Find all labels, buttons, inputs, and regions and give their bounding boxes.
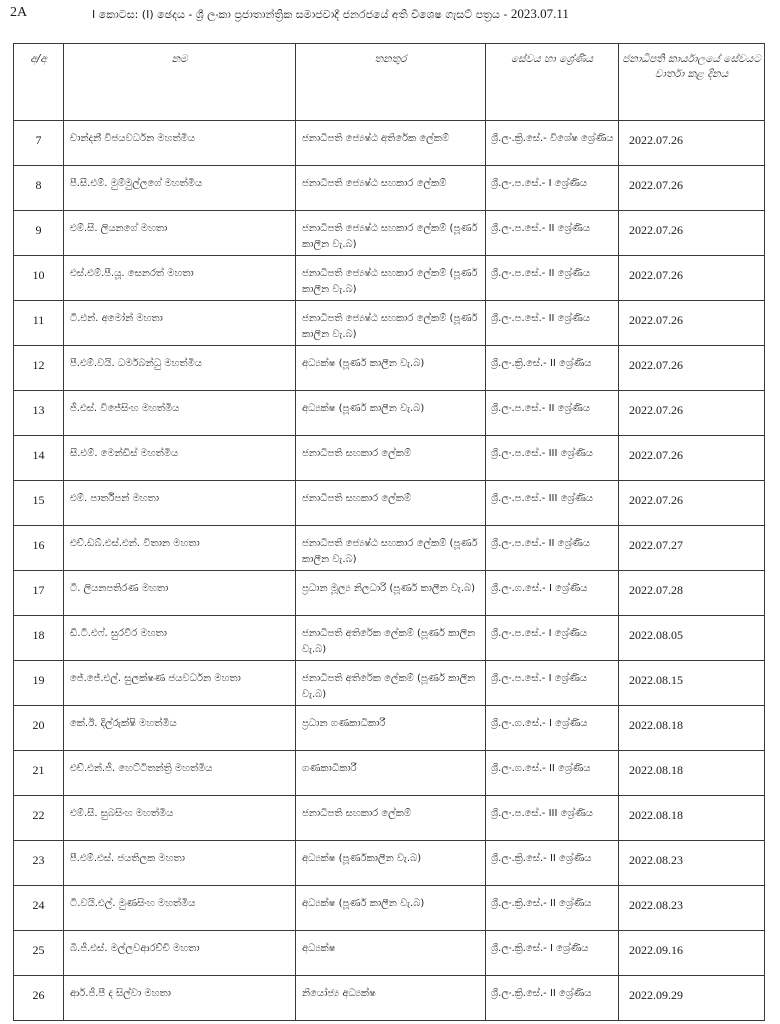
row-number-cell — [14, 121, 64, 166]
officer-name-cell — [64, 751, 296, 796]
row-number-cell — [14, 166, 64, 211]
table-row — [14, 256, 765, 301]
service-grade: ශ්‍රී.ලං.ප.සේ.- III ශ්‍රේණිය — [491, 808, 593, 819]
post-title: නියෝජ්‍ය අධ්‍යක්ෂ — [302, 988, 376, 999]
officer-name: චාන්දනී විජයවර්ධන මහත්මිය — [70, 133, 195, 144]
reported-date: 2022.08.23 — [629, 853, 683, 867]
service-grade-cell — [486, 931, 619, 976]
table-row — [14, 481, 765, 526]
table-row — [14, 616, 765, 661]
reported-date-cell — [619, 751, 765, 796]
post-title-cell — [296, 616, 486, 661]
row-number: 22 — [32, 808, 45, 822]
officer-name-cell — [64, 886, 296, 931]
officer-name-cell — [64, 301, 296, 346]
row-number-cell — [14, 481, 64, 526]
officer-name-cell — [64, 346, 296, 391]
officer-name-cell — [64, 166, 296, 211]
post-title-cell — [296, 526, 486, 571]
officer-name: එම්. පාර්තිපන් මහතා — [70, 493, 160, 504]
column-header-service-grade: සේවය හා ශ්‍රේණිය — [486, 44, 619, 121]
gazette-header — [92, 6, 752, 22]
officer-name-cell — [64, 121, 296, 166]
post-title: අධ්‍යක්ෂ (පූර්ණ කාලීන වැ.බ) — [302, 403, 425, 414]
post-title: ජනාධිපති ජ්‍යෙෂ්ඨ සහකාර ලේකම් (පූර්ණ කාලීන වැ.බ) — [302, 313, 478, 340]
table-row — [14, 211, 765, 256]
post-title: අධ්‍යක්ෂ (පූර්ණ කාලීන වැ.බ) — [302, 898, 425, 909]
row-number-cell — [14, 886, 64, 931]
officer-name: එස්.එම්.පී.යූ. සෙනරත් මහතා — [70, 268, 194, 279]
officer-name-cell — [64, 796, 296, 841]
table-row — [14, 346, 765, 391]
service-grade-cell — [486, 391, 619, 436]
officer-name-cell — [64, 526, 296, 571]
post-title-cell — [296, 301, 486, 346]
reported-date: 2022.09.16 — [629, 943, 683, 957]
table-row — [14, 796, 765, 841]
reported-date-cell — [619, 976, 765, 1021]
reported-date: 2022.07.26 — [629, 358, 683, 372]
service-grade-cell — [486, 211, 619, 256]
post-title: ජනාධිපති සහකාර ලේකම් — [302, 808, 412, 819]
reported-date: 2022.08.18 — [629, 808, 683, 822]
row-number-cell — [14, 931, 64, 976]
post-title-cell — [296, 751, 486, 796]
row-number-cell — [14, 436, 64, 481]
reported-date: 2022.07.27 — [629, 538, 683, 552]
service-grade: ශ්‍රී.ලං.ක්‍රි.සේ.- II ශ්‍රේණිය — [491, 358, 592, 369]
service-grade: ශ්‍රී.ලං.ප.සේ.- II ශ්‍රේණිය — [491, 538, 591, 549]
post-title-cell — [296, 931, 486, 976]
service-grade: ශ්‍රී.ලං.ක්‍රි.සේ.- විශේෂ ශ්‍රේණිය — [491, 133, 614, 144]
officer-name: බී.ජී.එස්. මල්ලවආරච්චි මහතා — [70, 943, 200, 954]
officer-name: ආර්.ජී.පී ද සිල්වා මහතා — [70, 988, 171, 999]
table-row — [14, 751, 765, 796]
post-title-cell — [296, 481, 486, 526]
post-title-cell — [296, 796, 486, 841]
table-row — [14, 886, 765, 931]
reported-date: 2022.07.26 — [629, 223, 683, 237]
officer-name: එච්.ඩබ්.එස්.එන්. විතාන මහතා — [70, 538, 200, 549]
service-grade-cell — [486, 436, 619, 481]
reported-date-cell — [619, 346, 765, 391]
row-number-cell — [14, 616, 64, 661]
reported-date-cell — [619, 661, 765, 706]
table-row — [14, 436, 765, 481]
officer-name-cell — [64, 616, 296, 661]
post-title: ජනාධිපති සහකාර ලේකම් — [302, 493, 412, 504]
service-grade-cell — [486, 301, 619, 346]
row-number: 13 — [32, 403, 45, 417]
service-grade: ශ්‍රී.ලං.ප.සේ.- III ශ්‍රේණිය — [491, 493, 593, 504]
officer-name: පී.එම්.එස්. ජයතිලක මහතා — [70, 853, 185, 864]
row-number: 24 — [32, 898, 45, 912]
service-grade: ශ්‍රී.ලං.ක්‍රි.සේ.- I ශ්‍රේණිය — [491, 943, 589, 954]
row-number-cell — [14, 301, 64, 346]
row-number: 15 — [32, 493, 45, 507]
service-grade-cell — [486, 256, 619, 301]
post-title-cell — [296, 976, 486, 1021]
post-title: ජනාධිපති ජ්‍යෙෂ්ඨ සහකාර ලේකම් (පූර්ණ කාලීන වැ.බ) — [302, 538, 478, 565]
post-title: ජනාධිපති සහකාර ලේකම් — [302, 448, 412, 459]
post-title: ජනාධිපති ජ්‍යෙෂ්ඨ අතිරේක ලේකම් — [302, 133, 450, 144]
officer-name-cell — [64, 976, 296, 1021]
row-number-cell — [14, 976, 64, 1021]
column-header-number: අ/අ — [14, 44, 64, 121]
post-title-cell — [296, 121, 486, 166]
service-grade: ශ්‍රී.ලං.ග.සේ.- II ශ්‍රේණිය — [491, 763, 591, 774]
reported-date: 2022.08.18 — [629, 763, 683, 777]
service-grade: ශ්‍රී.ලං.ප.සේ.- III ශ්‍රේණිය — [491, 448, 593, 459]
table-row — [14, 121, 765, 166]
officer-name: කේ.ඊ. දිල්රුක්ෂි මහත්මිය — [70, 718, 177, 729]
reported-date: 2022.07.26 — [629, 313, 683, 327]
post-title: ප්‍රධාන ගණකාධිකාරී — [302, 718, 386, 729]
officer-name: සී.එම්. මෙන්ඩිස් මහත්මිය — [70, 448, 179, 459]
service-grade-cell — [486, 886, 619, 931]
post-title-cell — [296, 211, 486, 256]
post-title: අධ්‍යක්ෂ (පූර්ණ කාලීන වැ.බ) — [302, 358, 425, 369]
officer-name: ටී.වයි.එල්. මුණසිංහ මහත්මිය — [70, 898, 196, 909]
post-title-cell — [296, 391, 486, 436]
officers-table — [13, 43, 765, 1021]
table-row — [14, 976, 765, 1021]
row-number-cell — [14, 571, 64, 616]
post-title: අධ්‍යක්ෂ (පූර්ණකාලීන වැ.බ) — [302, 853, 422, 864]
reported-date: 2022.07.26 — [629, 448, 683, 462]
row-number-cell — [14, 796, 64, 841]
row-number: 11 — [32, 313, 45, 327]
service-grade: ශ්‍රී.ලං.ප.සේ.- II ශ්‍රේණිය — [491, 403, 591, 414]
post-title-cell — [296, 346, 486, 391]
service-grade: ශ්‍රී.ලං.ක්‍රි.සේ.- II ශ්‍රේණිය — [491, 988, 592, 999]
table-row — [14, 841, 765, 886]
officer-name: එම්.සී. සුබසිංහ මහත්මිය — [70, 808, 174, 819]
gazette-date: 2023.07.11 — [510, 6, 569, 21]
post-title: ප්‍රධාන මූල්‍ය නිලධාරි (පූර්ණ කාලීන වැ.බ) — [302, 583, 476, 594]
reported-date: 2022.09.29 — [629, 988, 683, 1002]
reported-date: 2022.08.05 — [629, 628, 683, 642]
service-grade-cell — [486, 481, 619, 526]
officer-name-cell — [64, 211, 296, 256]
post-title-cell — [296, 886, 486, 931]
reported-date-cell — [619, 841, 765, 886]
row-number: 19 — [32, 673, 45, 687]
service-grade-cell — [486, 751, 619, 796]
row-number: 26 — [32, 988, 45, 1002]
officer-name-cell — [64, 571, 296, 616]
reported-date-cell — [619, 121, 765, 166]
post-title-cell — [296, 256, 486, 301]
reported-date: 2022.08.15 — [629, 673, 683, 687]
table-header-row — [14, 44, 765, 121]
officer-name-cell — [64, 841, 296, 886]
service-grade-cell — [486, 166, 619, 211]
post-title: ජනාධිපති අතිරේක ලේකම් (පූර්ණ කාලීන වැ.බ) — [302, 628, 476, 655]
officer-name: ටී.එන්. අමෝන් මහතා — [70, 313, 163, 324]
page-number: 2A — [10, 5, 28, 20]
row-number-cell — [14, 346, 64, 391]
row-number: 7 — [35, 133, 42, 147]
row-number-cell — [14, 526, 64, 571]
post-title-cell — [296, 166, 486, 211]
officer-name-cell — [64, 931, 296, 976]
table-row — [14, 931, 765, 976]
reported-date-cell — [619, 931, 765, 976]
post-title-cell — [296, 571, 486, 616]
officer-name-cell — [64, 481, 296, 526]
row-number: 25 — [32, 943, 45, 957]
row-number: 14 — [32, 448, 45, 462]
post-title-cell — [296, 661, 486, 706]
row-number-cell — [14, 751, 64, 796]
officer-name: ඩී.ටී.එෆ්. සුරවීර මහතා — [70, 628, 167, 639]
service-grade-cell — [486, 616, 619, 661]
column-header-post: තනතුර — [296, 44, 486, 121]
table-row — [14, 526, 765, 571]
post-title: ගණකාධිකාරී — [302, 763, 357, 774]
officer-name-cell — [64, 436, 296, 481]
row-number-cell — [14, 211, 64, 256]
service-grade-cell — [486, 796, 619, 841]
reported-date-cell — [619, 571, 765, 616]
service-grade-cell — [486, 706, 619, 751]
reported-date-cell — [619, 436, 765, 481]
row-number: 20 — [32, 718, 45, 732]
row-number-cell — [14, 841, 64, 886]
service-grade: ශ්‍රී.ලං.ප.සේ.- I ශ්‍රේණිය — [491, 673, 588, 684]
officer-name: පී.සී.එම්. මුම්මුල්ලගේ මහත්මිය — [70, 178, 203, 189]
officer-name: ජී.එස්. විජේසිංහ මහත්මිය — [70, 403, 180, 414]
reported-date-cell — [619, 616, 765, 661]
post-title: අධ්‍යක්ෂ — [302, 943, 336, 954]
reported-date-cell — [619, 256, 765, 301]
service-grade: ශ්‍රී.ලං.ක්‍රි.සේ.- II ශ්‍රේණිය — [491, 898, 592, 909]
reported-date: 2022.07.26 — [629, 493, 683, 507]
reported-date-cell — [619, 886, 765, 931]
reported-date: 2022.07.26 — [629, 178, 683, 192]
officer-name: ටී. ලියනපතිරණ මහතා — [70, 583, 169, 594]
reported-date-cell — [619, 211, 765, 256]
reported-date: 2022.08.18 — [629, 718, 683, 732]
service-grade-cell — [486, 121, 619, 166]
reported-date-cell — [619, 796, 765, 841]
column-header-name: නම — [64, 44, 296, 121]
service-grade: ශ්‍රී.ලං.ග.සේ.- I ශ්‍රේණිය — [491, 718, 588, 729]
post-title-cell — [296, 436, 486, 481]
officer-name-cell — [64, 661, 296, 706]
officer-name: එච්.එන්.ජී. හෙට්ටිතන්ත්‍රි මහත්මිය — [70, 763, 213, 774]
row-number: 10 — [32, 268, 45, 282]
officer-name-cell — [64, 706, 296, 751]
column-header-reported-date: ජනාධිපති කාර්යාලයේ සේවයට වාර්තා කළ දිනය — [619, 44, 765, 121]
post-title: ජනාධිපති ජ්‍යෙෂ්ඨ සහකාර ලේකම් (පූර්ණ කාලීන වැ.බ) — [302, 223, 478, 250]
reported-date-cell — [619, 166, 765, 211]
post-title-cell — [296, 841, 486, 886]
service-grade: ශ්‍රී.ලං.ප.සේ.- II ශ්‍රේණිය — [491, 268, 591, 279]
row-number: 16 — [32, 538, 45, 552]
reported-date-cell — [619, 706, 765, 751]
officer-name-cell — [64, 256, 296, 301]
row-number-cell — [14, 256, 64, 301]
table-row — [14, 166, 765, 211]
row-number: 17 — [32, 583, 45, 597]
reported-date: 2022.07.28 — [629, 583, 683, 597]
service-grade-cell — [486, 841, 619, 886]
row-number: 8 — [35, 178, 42, 192]
row-number: 12 — [32, 358, 45, 372]
reported-date-cell — [619, 391, 765, 436]
row-number: 9 — [35, 223, 42, 237]
reported-date-cell — [619, 301, 765, 346]
officer-name: ජේ.ජේ.එල්. සුලක්ෂණ ජයවර්ධන මහතා — [70, 673, 241, 684]
reported-date-cell — [619, 526, 765, 571]
service-grade-cell — [486, 571, 619, 616]
service-grade-cell — [486, 661, 619, 706]
table-row — [14, 391, 765, 436]
post-title: ජනාධිපති අතිරේක ලේකම් (පූර්ණ කාලීන වැ.බ) — [302, 673, 476, 700]
reported-date: 2022.07.26 — [629, 133, 683, 147]
table-row — [14, 301, 765, 346]
officer-name: පී.එම්.වයි. ධර්මබන්ධු මහත්මිය — [70, 358, 202, 369]
service-grade: ශ්‍රී.ලං.ප.සේ.- I ශ්‍රේණිය — [491, 628, 588, 639]
service-grade: ශ්‍රී.ලං.ක්‍රි.සේ.- II ශ්‍රේණිය — [491, 853, 592, 864]
post-title: ජනාධිපති ජ්‍යෙෂ්ඨ සහකාර ලේකම් (පූර්ණ කාලීන වැ.බ) — [302, 268, 478, 295]
row-number: 23 — [32, 853, 45, 867]
table-row — [14, 706, 765, 751]
row-number: 21 — [32, 763, 45, 777]
table-row — [14, 661, 765, 706]
table-row — [14, 571, 765, 616]
reported-date: 2022.07.26 — [629, 268, 683, 282]
gazette-title: I කොටස: (I) ඡෙදය - ශ්‍රී ලංකා ප්‍රජාතාන්ත්‍රික සමාජවාදී ජනරජයේ අති විශෙෂ ගැසට් පත්‍රය - — [92, 8, 508, 21]
service-grade-cell — [486, 976, 619, 1021]
row-number-cell — [14, 661, 64, 706]
service-grade-cell — [486, 526, 619, 571]
reported-date-cell — [619, 481, 765, 526]
service-grade-cell — [486, 346, 619, 391]
row-number: 18 — [32, 628, 45, 642]
officer-name-cell — [64, 391, 296, 436]
post-title-cell — [296, 706, 486, 751]
post-title: ජනාධිපති ජ්‍යෙෂ්ඨ සහකාර ලේකම් — [302, 178, 447, 189]
service-grade: ශ්‍රී.ලං.ප.සේ.- II ශ්‍රේණිය — [491, 223, 591, 234]
officer-name: එම්.සී. ලියනගේ මහතා — [70, 223, 168, 234]
reported-date: 2022.07.26 — [629, 403, 683, 417]
service-grade: ශ්‍රී.ලං.ප.සේ.- I ශ්‍රේණිය — [491, 178, 588, 189]
service-grade: ශ්‍රී.ලං.ග.සේ.- I ශ්‍රේණිය — [491, 583, 588, 594]
row-number-cell — [14, 706, 64, 751]
service-grade: ශ්‍රී.ලං.ප.සේ.- II ශ්‍රේණිය — [491, 313, 591, 324]
row-number-cell — [14, 391, 64, 436]
reported-date: 2022.08.23 — [629, 898, 683, 912]
